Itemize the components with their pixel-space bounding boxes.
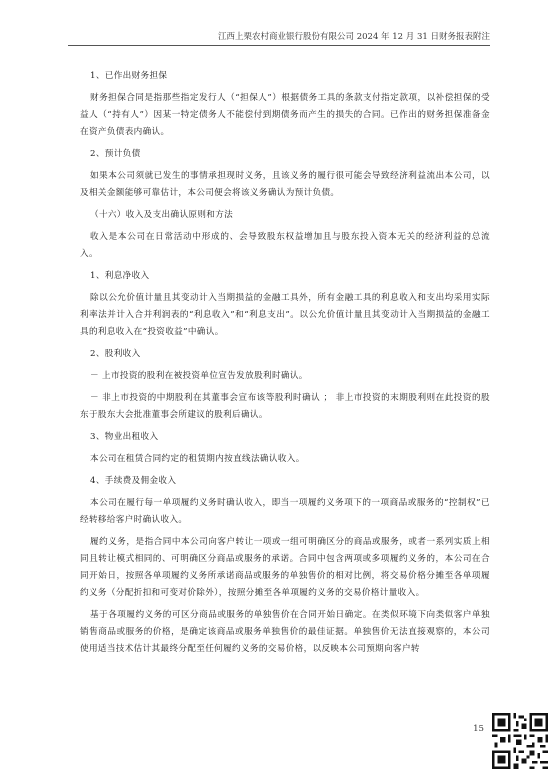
list-item-listed-dividend: － 上市投资的股利在被投资单位宣告发放股利时确认。 — [90, 371, 308, 381]
paragraph-rental-income: 本公司在租赁合同约定的租赁期内按直线法确认收入。 — [90, 454, 305, 464]
paragraph-financial-guarantee: 财务担保合同是指那些指定发行人（“担保人”）根据债务工具的条款支付指定款项，以补偿担保的受益人（“持有人”）因某一特定债务人不能偿付到期债务而产生的损失的合同。已作出的财务担保准备金在资产负债表内确认。 — [80, 93, 490, 137]
page-header — [68, 30, 490, 46]
paragraph-standalone-price: 基于各项履约义务的可区分商品或服务的单独售价在合同开始日确定。在类似环境下向类似客户单独销售商品或服务的价格，是确定该商品或服务单独售价的最佳证据。单独售价无法直接观察的，本公司使用适当技术估计其最终分配至任何履约义务的交易价格，以反映本公司预期向客户转 — [80, 610, 490, 654]
heading-financial-guarantee: 1、已作出财务担保 — [90, 71, 168, 81]
section-heading-revenue: （十六）收入及支出确认原则和方法 — [90, 210, 234, 220]
heading-dividend-income: 2、股利收入 — [90, 349, 141, 359]
list-item-unlisted-dividend: － 非上市投资的中期股利在其董事会宣布该等股利时确认 ； 非上市投资的末期股利则在此投资的股东于股东大会批准董事会所建议的股利后确认。 — [80, 393, 490, 420]
heading-net-interest-income: 1、利息净收入 — [90, 271, 150, 281]
paragraph-revenue-definition: 收入是本公司在日常活动中形成的、会导致股东权益增加且与股东投入资本无关的经济利益的总流入。 — [80, 232, 490, 259]
paragraph-net-interest-income: 除以公允价值计量且其变动计入当期损益的金融工具外，所有金融工具的利息收入和支出均采用实际利率法并计入合并利润表的“利息收入”和“利息支出”。以公允价值计量且其变动计入当期损益的金融工具的利息收入在“投资收益”中确认。 — [80, 293, 490, 337]
paragraph-performance-obligation: 履约义务，是指合同中本公司向客户转让一项或一组可明确区分的商品或服务，或者一系列实质上相同且转让模式相同的、可明确区分商品或服务的承诺。合同中包含两项或多项履约义务的，本公司在合同开始日，按照各单项履约义务所承诺商品或服务的单独售价的相对比例，将交易价格分摊至各单项履约义务（分配折扣和可变对价除外），按照分摊至各单项履约义务的交易价格计量收入。 — [80, 537, 490, 598]
qr-code-icon — [492, 712, 548, 770]
heading-rental-income: 3、物业出租收入 — [90, 432, 159, 442]
paragraph-fee-recognition: 本公司在履行每一单项履约义务时确认收入，即当一项履约义务项下的一项商品或服务的“控制权”已经转移给客户时确认收入。 — [80, 498, 490, 525]
heading-provisions: 2、预计负债 — [90, 149, 141, 159]
header-title: 江西上栗农村商业银行股份有限公司 2024 年 12 月 31 日财务报表附注 — [218, 32, 490, 42]
document-body — [80, 68, 490, 663]
heading-fee-commission-income: 4、手续费及佣金收入 — [90, 476, 177, 486]
page-number: 15 — [473, 724, 484, 734]
paragraph-provisions: 如果本公司须就已发生的事情承担现时义务，且该义务的履行很可能会导致经济利益流出本公司，以及相关金额能够可靠估计，本公司便会将该义务确认为预计负债。 — [80, 171, 490, 198]
